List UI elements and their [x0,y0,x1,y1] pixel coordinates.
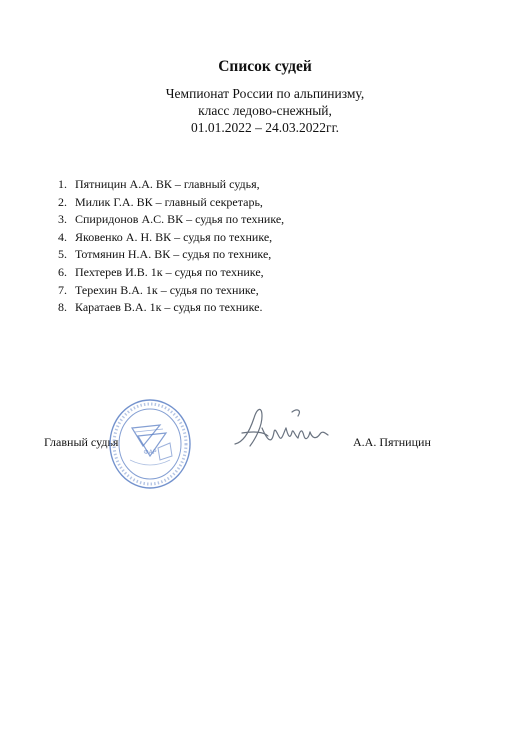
list-item-number: 5. [58,247,67,262]
subtitle-line: 01.01.2022 – 24.03.2022гг. [191,120,339,135]
list-item-text: Спиридонов А.С. ВК – судья по технике, [75,212,285,227]
list-item-number: 7. [58,282,67,297]
list-item-text: Пятницин А.А. ВК – главный судья, [75,177,260,191]
list-item-text: Каратаев В.А. 1к – судья по технике. [75,300,263,315]
list-item-text: Яковенко А. Н. ВК – судья по технике, [75,229,273,244]
subtitle-line: класс ледово-снежный, [198,103,332,118]
list-item-text: Тотмянин Н.А. ВК – судья по технике, [75,247,272,262]
list-item-text: Пехтерев И.В. 1к – судья по технике, [75,264,264,279]
list-item-text: Милик Г.А. ВК – главный секретарь, [75,194,263,209]
list-item-text: Терехин В.А. 1к – судья по технике, [75,282,259,297]
list-item-number: 6. [58,264,67,279]
document-title: Список судей [218,58,312,75]
subtitle-line: Чемпионат России по альпинизму, [165,86,365,101]
handwritten-signature [232,402,332,452]
signature-role-label: Главный судья [44,435,119,449]
signature-name: А.А. Пятницин [353,435,431,449]
list-item-number: 1. [58,177,67,191]
list-item-number: 4. [58,229,67,244]
list-item-number: 3. [58,212,67,227]
list-item-number: 8. [58,300,67,315]
list-item-number: 2. [58,194,67,209]
svg-text:ФАР: ФАР [143,449,157,456]
organization-seal-icon [108,398,192,490]
